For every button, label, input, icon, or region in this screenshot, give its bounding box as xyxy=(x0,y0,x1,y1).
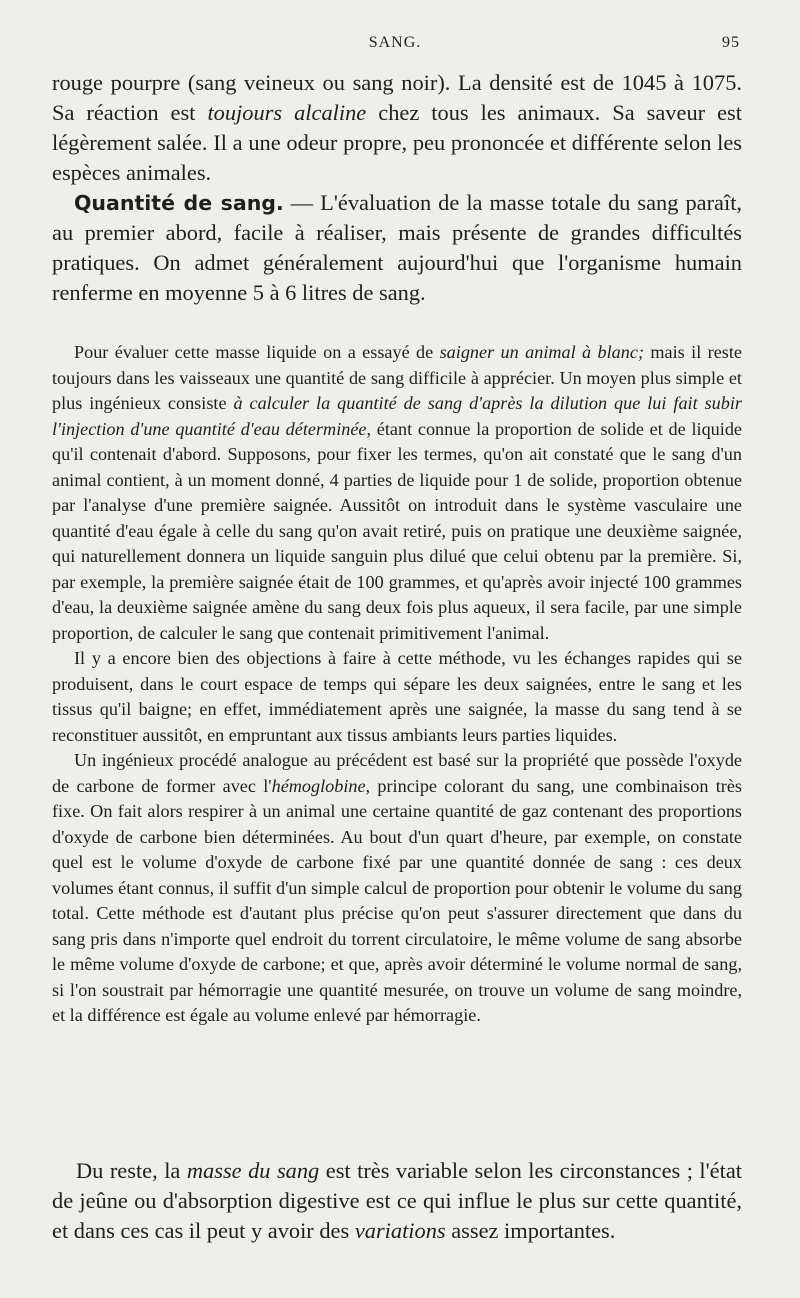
text-span: Du reste, la xyxy=(76,1158,187,1183)
paragraph-density xyxy=(52,68,742,188)
paragraph-quantity xyxy=(52,188,742,308)
italic-span: toujours alcaline xyxy=(207,100,367,125)
text-span: Pour évaluer cette masse liquide on a essayé de xyxy=(74,342,440,362)
bottom-text-block xyxy=(52,1156,742,1246)
text-span: principe colorant du sang, une combinaison très fixe. On fait alors respirer à un animal une certaine quantité de gaz contenant des proportions d'oxyde de carbone bien déterminées. Au bout d'un quart d'heure, par exemple, on constate quel est le volume d'oxyde de carbone fixé par une quantité donnée de sang : ces deux volumes étant connus, il suffit d'un simple calcul de proportion pour obtenir le volume du sang total. Cette méthode est d'autant plus précise qu'on peut s'assurer directement que dans du sang pris dans n'importe quel endroit du torrent circulatoire, le même volume de sang absorbe le même volume d'oxyde de carbone; et que, après avoir déterminé le volume normal de sang, si l'on soustrait par hémorragie une quantité mesurée, on trouve un volume de sang moindre, et la différence est égale au volume enlevé par hémorragie. xyxy=(52,775,743,1025)
section-heading: Quantité de sang. xyxy=(74,191,284,215)
running-head xyxy=(50,34,740,58)
italic-span: masse du sang xyxy=(186,1158,320,1183)
paragraph-variations xyxy=(52,1156,742,1246)
text-span: rouge pourpre (sang veineux ou sang noir). La densité est de 1045 à 1075. Sa réaction est xyxy=(52,70,742,125)
italic-span: saigner un animal à blanc; xyxy=(439,342,644,362)
italic-span: à calculer la quantité de sang d'après la dilution que lui fait subir l'injection d'une quantité d'eau déterminée, xyxy=(52,393,742,439)
paragraph-saignee xyxy=(52,340,742,646)
text-span: mais il reste toujours dans les vaisseaux une quantité de sang difficile à apprécier. Un moyen plus simple et plus ingénieux consiste xyxy=(52,342,742,413)
text-span: est très variable selon les circonstances ; l'état de jeûne ou d'absorption digestive est ce qui influe le plus sur cette quantité, et dans ces cas il peut y avoir des xyxy=(52,1158,742,1243)
text-span: — L'évaluation de la masse totale du sang paraît, au premier abord, facile à réaliser, mais présente de grandes difficultés pratiques. On admet généralement aujourd'hui que l'organisme humain renferme en moyenne 5 à 6 litres de sang. xyxy=(52,190,743,305)
top-text-block xyxy=(52,68,742,308)
page-number: 95 xyxy=(722,34,740,51)
text-span: assez importantes. xyxy=(445,1218,616,1243)
text-span: chez tous les animaux. Sa saveur est légèrement salée. Il a une odeur propre, peu prononcée et différente selon les espèces animales. xyxy=(52,100,742,185)
paragraph-oxyde-carbone xyxy=(52,748,742,1029)
italic-span: variations xyxy=(354,1218,446,1243)
paragraph-objections: Il y a encore bien des objections à faire à cette méthode, vu les échanges rapides qui se produisent, dans le court espace de temps qui sépare les deux saignées, entre le sang et les tissus qu'il baigne; en effet, immédiatement après une saignée, la masse du sang tend à se reconstituer aussitôt, en empruntant aux tissus ambiants leurs parties liquides. xyxy=(52,648,742,745)
small-text-block xyxy=(52,340,742,1029)
text-span: Un ingénieux procédé analogue au précédent est basé sur la propriété que possède l'oxyde de carbone de former avec l' xyxy=(52,750,742,796)
text-span: étant connue la proportion de solide et de liquide qu'il contenait d'abord. Supposons, pour fixer les termes, qu'on ait constaté que le sang d'un animal contient, à un moment donné, 4 parties de liquide pour 1 de solide, proportion obtenue par l'analyse d'une première saignée. Aussitôt on introduit dans le système vasculaire une quantité d'eau égale à celle du sang qu'on avait retiré, puis on pratique une deuxième saignée, qui naturellement donnera un liquide sanguin plus dilué que celui obtenu par la première. Si, par exemple, la première saignée était de 100 grammes, et qu'après avoir injecté 100 grammes d'eau, la deuxième saignée amène du sang deux fois plus aqueux, il sera facile, par une simple proportion, de calculer le sang que contenait primitivement l'animal. xyxy=(52,418,742,643)
italic-span: hémoglobine, xyxy=(271,775,371,796)
running-title: SANG. xyxy=(368,34,422,51)
